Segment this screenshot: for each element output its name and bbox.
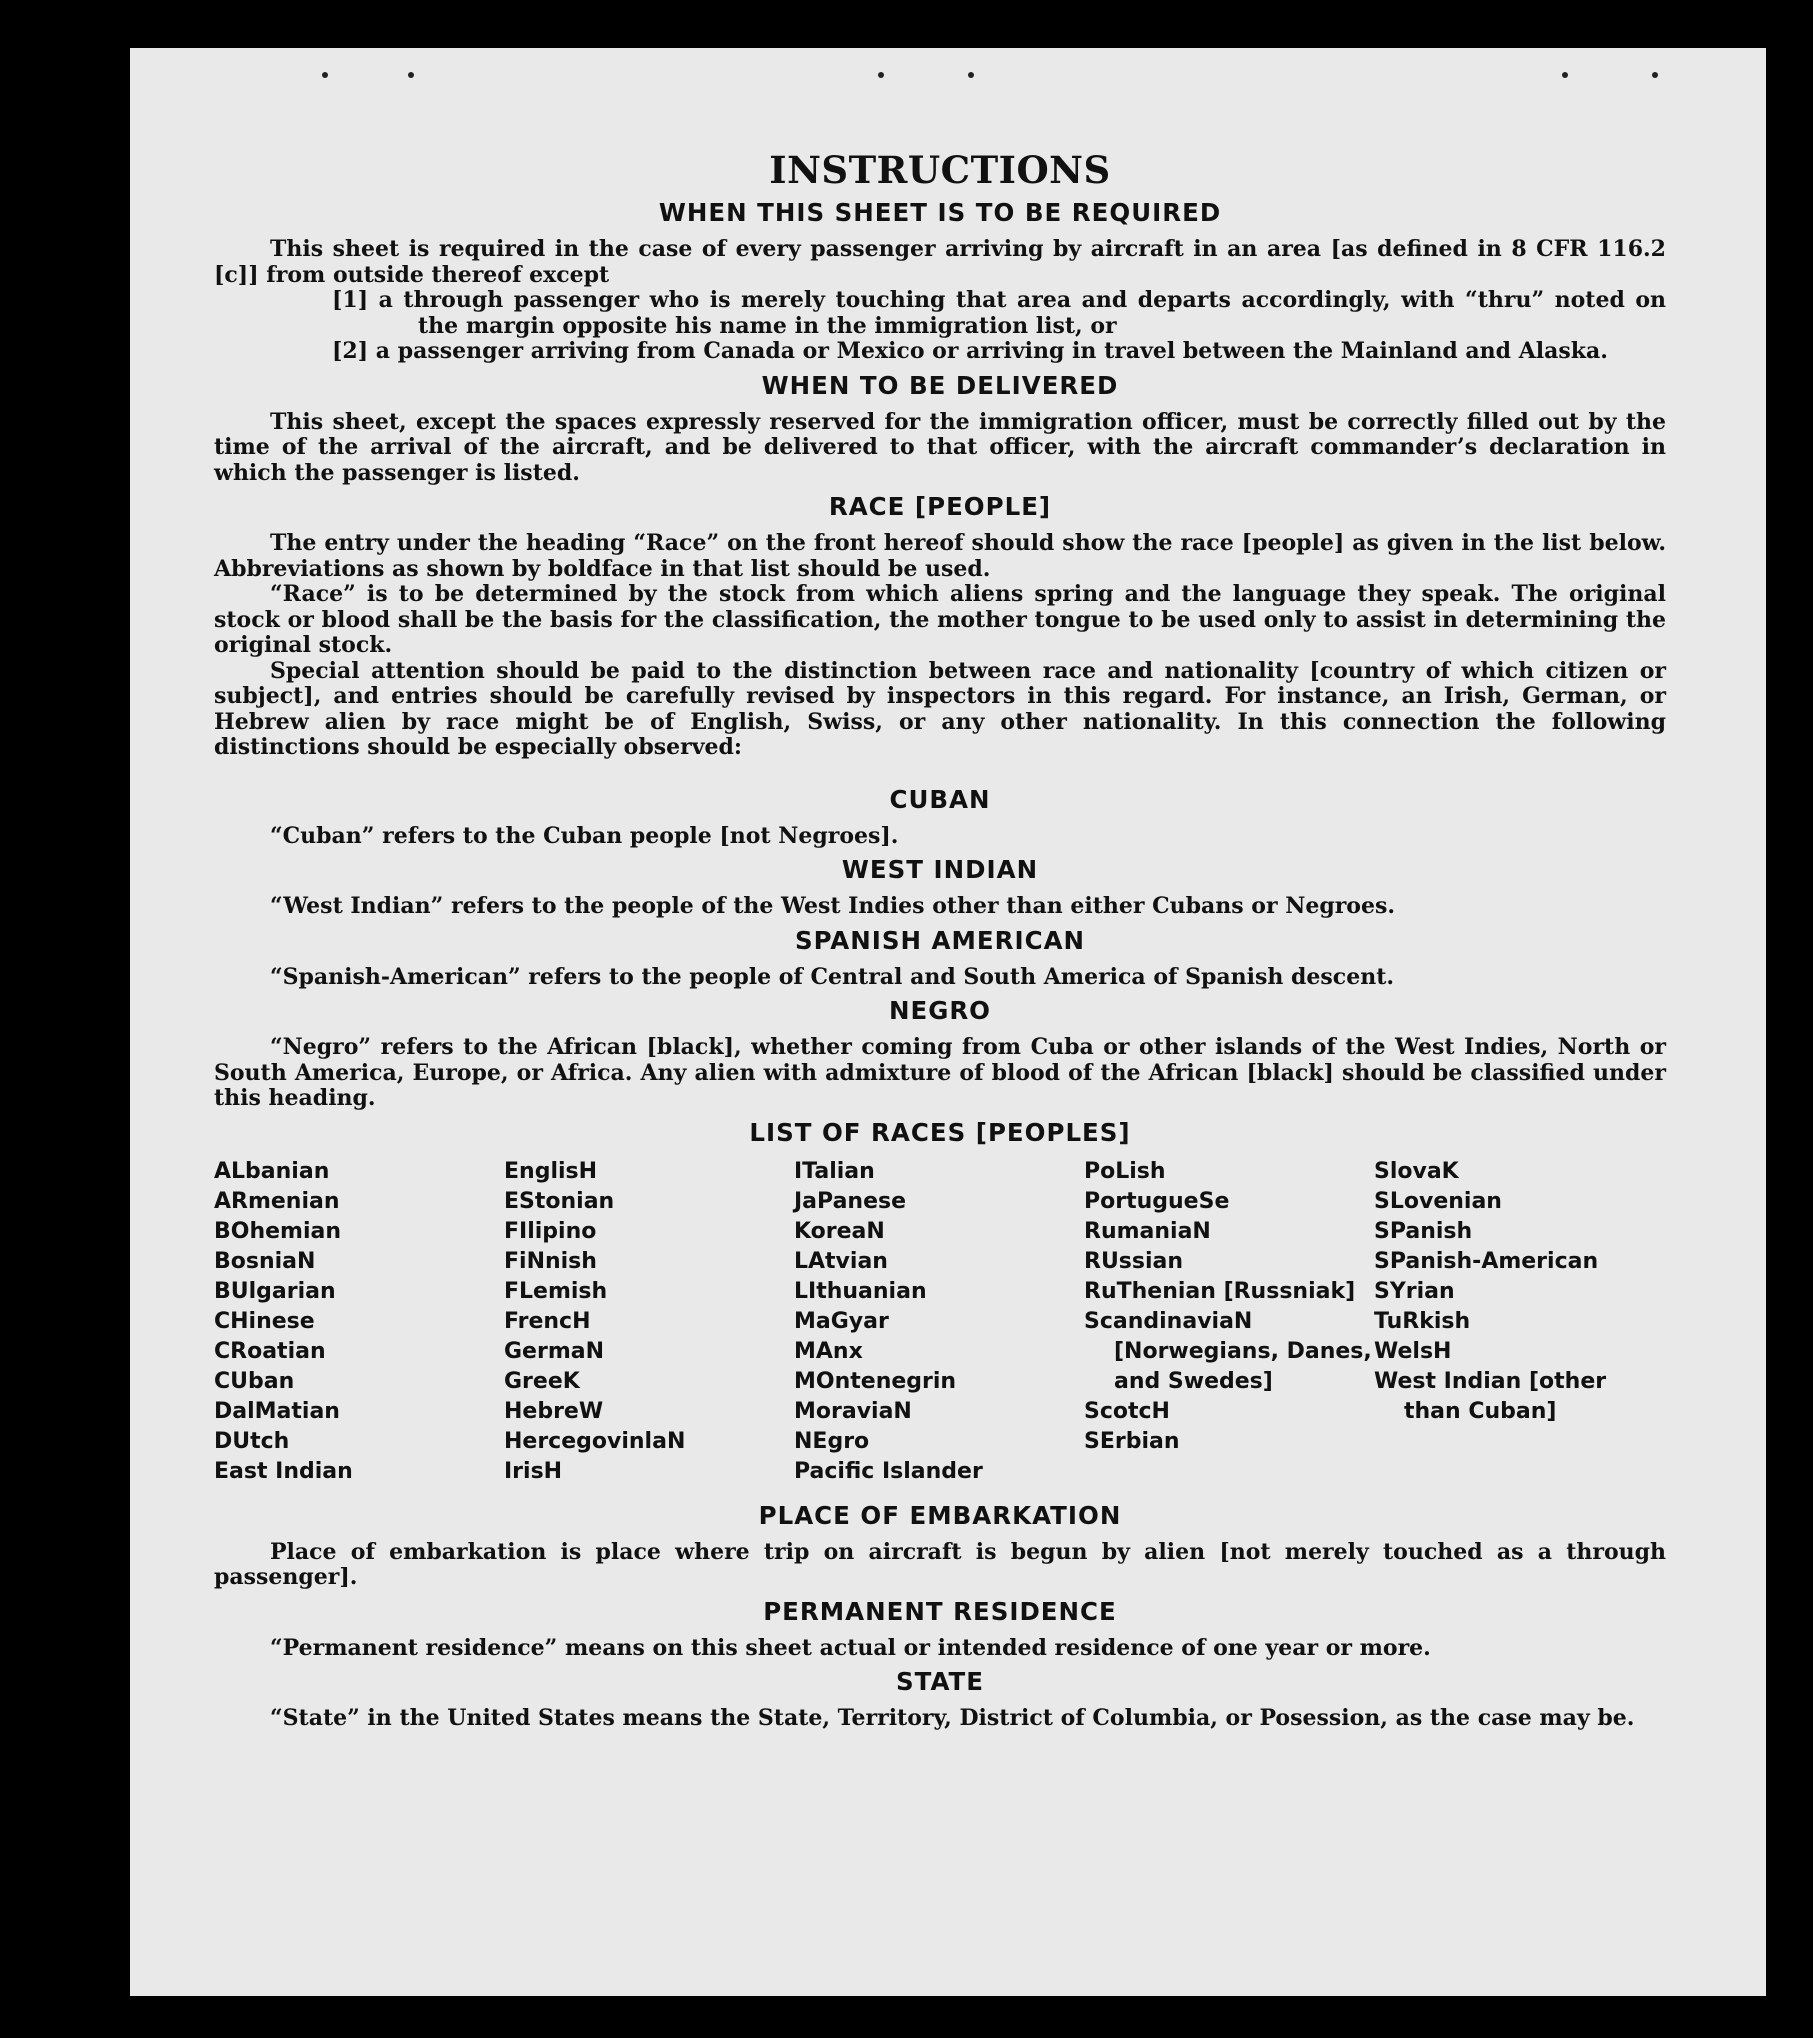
race-entry: FLemish <box>504 1278 608 1304</box>
race-entry: ARmenian <box>214 1188 340 1214</box>
punch-marks <box>130 72 1766 92</box>
race-entry: BosniaN <box>214 1248 316 1274</box>
race-entry: CUban <box>214 1368 295 1394</box>
heading-cuban: CUBAN <box>889 784 991 814</box>
race-entry: RuThenian [Russniak] <box>1084 1278 1356 1304</box>
heading-west-indian: WEST INDIAN <box>841 855 1039 884</box>
race-entry: SlovaK <box>1374 1158 1459 1184</box>
race-entry: LAtvian <box>794 1248 888 1274</box>
race-entry: SLovenian <box>1374 1188 1502 1214</box>
race-entry: MaGyar <box>794 1308 889 1334</box>
race-entry: TuRkish <box>1374 1308 1471 1334</box>
race-entry: RumaniaN <box>1084 1218 1211 1244</box>
race-paragraph-1: The entry under the heading “Race” on the front hereof should show the race [people] as given in the list below. Abbreviations as shown by boldface in that list should be used. <box>214 530 1666 582</box>
race-entry: GermaN <box>504 1338 605 1364</box>
race-paragraph-3: Special attention should be paid to the distinction between race and nationality [country of which citizen or subject], and entries should be carefully revised by inspectors in this regard. For instance, an Irish, German, or Hebrew alien by race might be of English, Swiss, or any other nationality. In this connection the following distinctions should be especially observed: <box>214 657 1666 760</box>
race-entry: MAnx <box>794 1338 863 1364</box>
race-entry: IrisH <box>504 1458 563 1484</box>
heading-permanent-residence: PERMANENT RESIDENCE <box>763 1596 1117 1626</box>
negro-text: “Negro” refers to the African [black], whether coming from Cuba or other islands of the West Indies, North or South America, Europe, or Africa. Any alien with admixture of blood of the African [black] should be classified under this heading. <box>214 1034 1666 1111</box>
race-entry: MOntenegrin <box>794 1368 957 1394</box>
races-column-1 <box>214 1157 504 1487</box>
race-entry: PoLish <box>1084 1158 1166 1184</box>
race-paragraph-2: “Race” is to be determined by the stock from which aliens spring and the language they speak. The original stock or blood shall be the basis for the classification, the mother tongue to be used only to assist in determining the original stock. <box>214 581 1666 658</box>
race-entry: DalMatian <box>214 1398 340 1424</box>
instructions-content <box>214 148 1666 1732</box>
races-column-2 <box>504 1157 794 1487</box>
exception-2: [2] a passenger arriving from Canada or Mexico or arriving in travel between the Mainland and Alaska. <box>332 338 1608 364</box>
race-entry: KoreaN <box>794 1218 885 1244</box>
race-entry: ScandinaviaN [Norwegians, Danes, and Swedes] <box>1084 1308 1372 1394</box>
race-entry: DUtch <box>214 1428 290 1454</box>
exception-1: [1] a through passenger who is merely touching that area and departs accordingly, with “thru” noted on the margin opposite his name in the immigration list, or <box>332 287 1666 339</box>
race-entry: CHinese <box>214 1308 315 1334</box>
race-entry: CRoatian <box>214 1338 326 1364</box>
race-entry: MoraviaN <box>794 1398 912 1424</box>
race-entry: WelsH <box>1374 1338 1452 1364</box>
delivered-text: This sheet, except the spaces expressly reserved for the immigration officer, must be correctly filled out by the time of the arrival of the aircraft, and be delivered to that officer, with the aircraft commander’s declaration in which the passenger is listed. <box>214 408 1666 486</box>
race-entry: JaPanese <box>794 1188 907 1214</box>
race-entry: FrencH <box>504 1308 591 1334</box>
race-entry: Pacific Islander <box>794 1458 983 1484</box>
race-entry: GreeK <box>504 1368 580 1394</box>
spanish-american-text: “Spanish-American” refers to the people of Central and South America of Spanish descent. <box>270 963 1395 990</box>
race-entry: HebreW <box>504 1398 604 1424</box>
race-entry: SYrian <box>1374 1278 1455 1304</box>
race-entry: BUlgarian <box>214 1278 336 1304</box>
west-indian-text: “West Indian” refers to the people of the West Indies other than either Cubans or Negroes. <box>270 893 1396 919</box>
race-entry: LIthuanian <box>794 1278 927 1304</box>
race-entry: BOhemian <box>214 1218 342 1244</box>
race-entry: SErbian <box>1084 1428 1180 1454</box>
race-entry: FiNnish <box>504 1248 597 1274</box>
race-entry: NEgro <box>794 1428 870 1454</box>
race-entry: West Indian [other than Cuban] <box>1374 1368 1607 1424</box>
race-entry: East Indian <box>214 1458 353 1484</box>
races-column-5 <box>1374 1157 1664 1487</box>
races-column-4 <box>1084 1157 1374 1487</box>
heading-race: RACE [PEOPLE] <box>828 492 1052 521</box>
race-entry: EStonian <box>504 1188 615 1214</box>
heading-required: WHEN THIS SHEET IS TO BE REQUIRED <box>658 198 1222 227</box>
heading-delivered: WHEN TO BE DELIVERED <box>761 370 1119 400</box>
race-entry: PortugueSe <box>1084 1188 1230 1214</box>
race-entry: SPanish-American <box>1374 1248 1599 1274</box>
heading-spanish-american: SPANISH AMERICAN <box>794 925 1086 955</box>
race-entry: SPanish <box>1374 1218 1473 1244</box>
race-entry: FIlipino <box>504 1218 597 1244</box>
race-entry: ITalian <box>794 1158 875 1184</box>
heading-embarkation: PLACE OF EMBARKATION <box>758 1500 1122 1530</box>
embarkation-text: Place of embarkation is place where trip on aircraft is begun by alien [not merely touched as a through passenger]. <box>214 1538 1666 1590</box>
heading-list-of-races: LIST OF RACES [PEOPLES] <box>749 1117 1131 1147</box>
state-text: “State” in the United States means the State, Territory, District of Columbia, or Posession, as the case may be. <box>270 1705 1635 1731</box>
page-title: INSTRUCTIONS <box>769 148 1111 192</box>
race-entry: HercegovinlaN <box>504 1428 686 1454</box>
required-intro: This sheet is required in the case of every passenger arriving by aircraft in an area [as defined in 8 CFR 116.2 [c]] from outside thereof except <box>214 236 1666 288</box>
race-entry: RUssian <box>1084 1248 1184 1274</box>
heading-state: STATE <box>896 1667 984 1696</box>
race-entry: EnglisH <box>504 1158 598 1184</box>
race-entry: ScotcH <box>1084 1398 1170 1424</box>
heading-negro: NEGRO <box>888 996 992 1025</box>
document-page <box>130 48 1766 1996</box>
cuban-text: “Cuban” refers to the Cuban people [not Negroes]. <box>270 822 899 849</box>
races-column-3 <box>794 1157 1084 1487</box>
residence-text: “Permanent residence” means on this sheet actual or intended residence of one year or more. <box>270 1634 1431 1661</box>
race-entry: ALbanian <box>214 1158 330 1184</box>
races-list <box>214 1157 1666 1487</box>
